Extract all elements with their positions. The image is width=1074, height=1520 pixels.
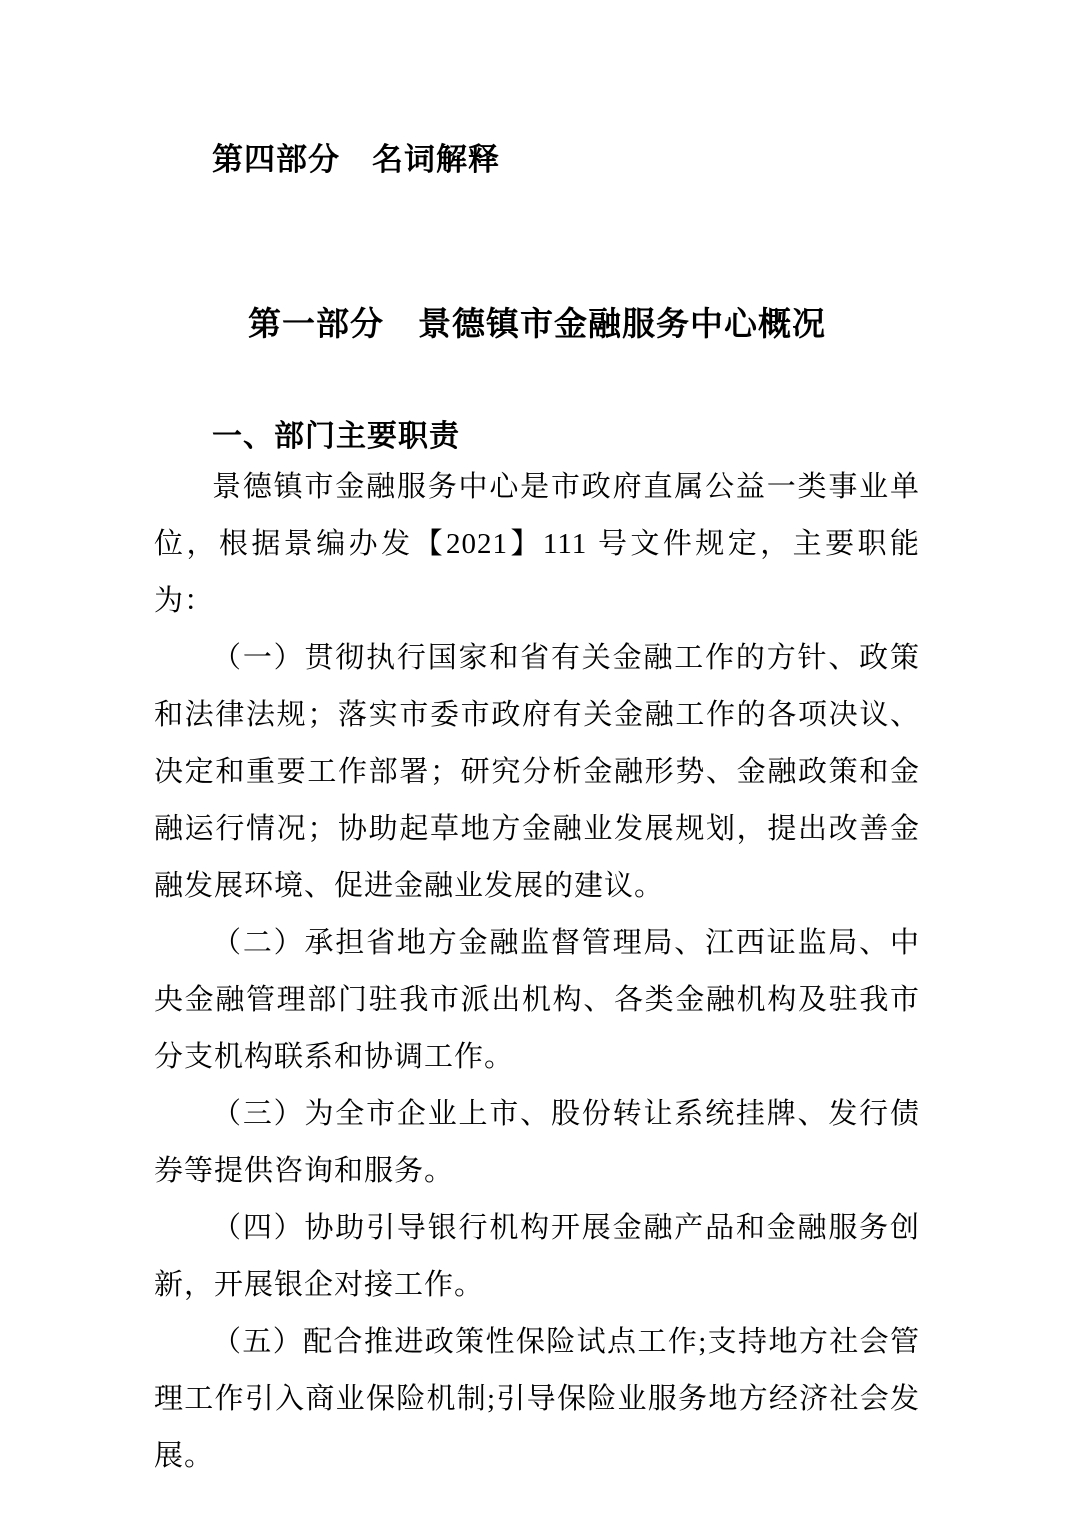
duty-item-5: （五）配合推进政策性保险试点工作;支持地方社会管理工作引入商业保险机制;引导保险业服务地方经济社会发展。	[154, 1326, 920, 1472]
duty-item-3: （三）为全市企业上市、股份转让系统挂牌、发行债券等提供咨询和服务。	[154, 1098, 920, 1187]
duty-item-1: （一）贯彻执行国家和省有关金融工作的方针、政策和法律法规；落实市委市政府有关金融工作的各项决议、决定和重要工作部署；研究分析金融形势、金融政策和金融运行情况；协助起草地方金融业发展规划，提出改善金融发展环境、促进金融业发展的建议。	[154, 642, 920, 902]
part4-heading: 第四部分 名词解释	[212, 142, 500, 177]
section1-heading: 一、部门主要职责	[212, 420, 460, 453]
part1-heading: 第一部分 景德镇市金融服务中心概况	[248, 307, 826, 343]
body-text	[154, 459, 920, 1485]
duty-item-2: （二）承担省地方金融监督管理局、江西证监局、中央金融管理部门驻我市派出机构、各类金融机构及驻我市分支机构联系和协调工作。	[154, 927, 920, 1073]
duty-item-4: （四）协助引导银行机构开展金融产品和金融服务创新，开展银企对接工作。	[154, 1212, 920, 1301]
intro-paragraph: 景德镇市金融服务中心是市政府直属公益一类事业单位，根据景编办发【2021】111 号文件规定，主要职能为：	[154, 471, 920, 617]
